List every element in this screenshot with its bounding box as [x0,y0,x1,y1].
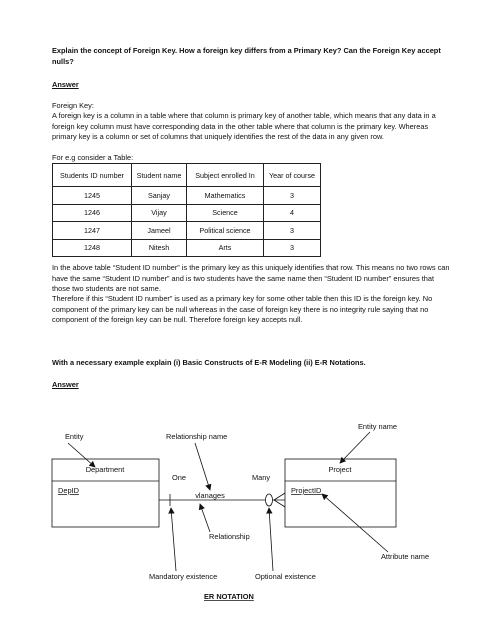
label-many: Many [252,473,271,482]
label-entity: Entity [65,432,84,441]
label-relationship-name: Relationship name [166,432,228,441]
label-one: One [172,473,186,482]
crows-foot-top [274,493,285,500]
table-cell: 3 [264,222,321,240]
table-intro: For e.g consider a Table: [52,153,134,162]
answer-label-1: Answer [52,80,79,89]
arrow-mandatory-existence [171,508,176,571]
column-header: Subject enrolled In [187,164,264,187]
attribute-depid: DepID [58,486,79,495]
er-notation-diagram [0,410,480,610]
label-optional-existence: Optional existence [255,572,316,581]
column-header: Students ID number [53,164,132,187]
answer-label-2: Answer [52,380,79,389]
table-cell: Arts [187,239,264,257]
table-row [53,204,321,222]
table-cell: 1246 [53,204,132,222]
label-mandatory-existence: Mandatory existence [149,572,218,581]
question-1: Explain the concept of Foreign Key. How a foreign key differs from a Primary Key? Can the Foreign Key accept nulls? [52,46,441,66]
table-cell: Political science [187,222,264,240]
table-cell: 1248 [53,239,132,257]
table-cell: 1245 [53,187,132,205]
relationship-verb: vlanages [195,491,225,500]
arrow-optional-existence [269,508,273,571]
attribute-projectid: ProjectID [291,486,322,495]
label-relationship: Relationship [209,532,250,541]
foreign-key-heading: Foreign Key: [52,101,94,110]
student-table [52,163,321,257]
table-row [53,222,321,240]
arrow-relationship-name [195,443,210,490]
table-cell: 1247 [53,222,132,240]
table-cell: 3 [264,239,321,257]
arrow-entity [68,443,95,467]
table-cell: Vijay [132,204,187,222]
arrow-entity-name [340,432,370,463]
label-entity-name: Entity name [358,422,398,431]
paragraph-foreign-key-null: Therefore if this “Student ID number” is used as a primary key for some other table then this ID is the foreign key. No component of the primary key can be null whereas in the case of foreign key there is no integrity rule saying that no component of the foreign key can be null. Therefore foreign key accepts null. [52,294,433,324]
question-2: With a necessary example explain (i) Basic Constructs of E-R Modeling (ii) E-R Notations. [52,358,366,367]
column-header: Student name [132,164,187,187]
foreign-key-paragraph: A foreign key is a column in a table where that column is primary key of another table, which means that any data in a foreign key column must have corresponding data in the other table where that column is the primary key. Whereas primary key is a column or set of columns that uniquely identifies the rest of the data in any given row. [52,111,436,141]
table-row [53,239,321,257]
table-cell: Sanjay [132,187,187,205]
optional-circle [266,494,273,506]
entity-title-project: Project [328,465,352,474]
table-cell: Nitesh [132,239,187,257]
arrow-attribute-name [322,494,388,552]
table-row [53,187,321,205]
table-cell: Jameel [132,222,187,240]
table-cell: Science [187,204,264,222]
table-cell: 4 [264,204,321,222]
arrow-relationship [200,504,210,532]
table-cell: 3 [264,187,321,205]
entity-title-department: Department [85,465,125,474]
crows-foot-bottom [274,500,285,507]
table-header-row [53,164,321,187]
table-cell: Mathematics [187,187,264,205]
diagram-caption: ER NOTATION [204,592,254,601]
paragraph-primary-key: In the above table “Student ID number” is the primary key as this uniquely identifies that row. This means no two rows can have the same “Student ID number” and is two students have the same name then “Student ID number” ensures that those two students are not same. [52,263,450,293]
column-header: Year of course [264,164,321,187]
label-attribute-name: Attribute name [381,552,430,561]
